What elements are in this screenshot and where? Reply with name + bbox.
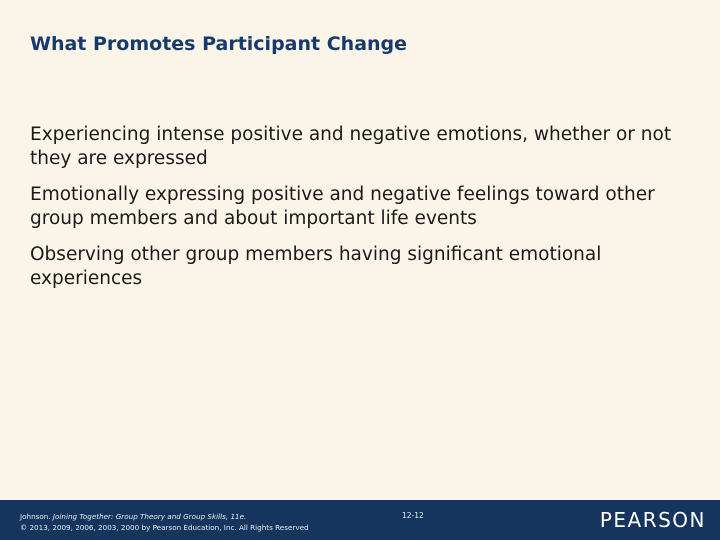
citation-copyright: © 2013, 2009, 2006, 2003, 2000 by Pearson Education, Inc. All Rights Reserved [20,523,309,532]
citation-book-title: Joining Together: Group Theory and Group Skills, 11e. [52,512,247,521]
page-number: 12-12 [402,511,424,520]
bullet-item: Observing other group members having significant emotional experiences [30,244,602,289]
bullet-item: Experiencing intense positive and negative emotions, whether or not they are expressed [30,124,672,169]
slide-title: What Promotes Participant Change [30,33,408,55]
citation-author: Johnson. [20,512,53,521]
footer-bar [0,500,720,540]
citation-line-1 [20,511,309,522]
slide-body [30,123,680,303]
footer-citation [20,511,309,533]
pearson-logo: PEARSON [599,508,706,532]
bullet-item: Emotionally expressing positive and negative feelings toward other group members and about important life events [30,184,655,229]
